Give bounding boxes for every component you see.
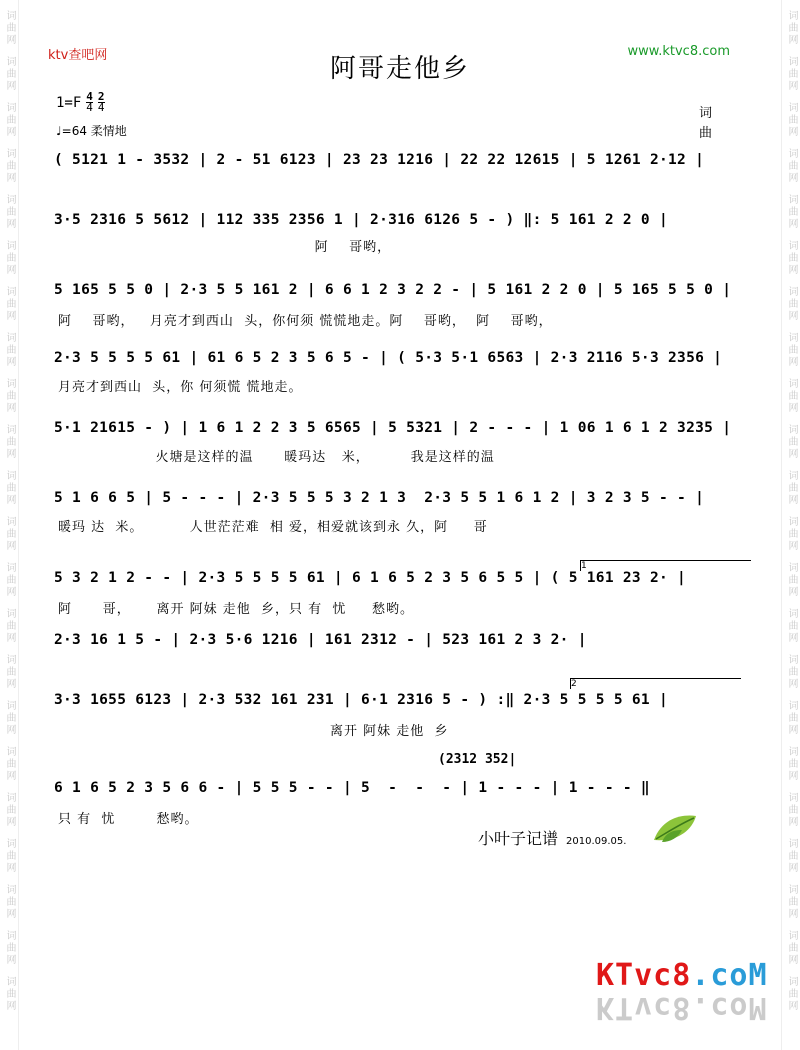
site-watermark-right: www.ktvc8.com <box>627 44 730 59</box>
lyrics-row-9: 离开 阿妹 走他 乡 <box>58 724 449 739</box>
credits <box>699 104 712 144</box>
site-logo: KTvc8.coM <box>596 958 768 993</box>
lyrics-row-6: 暖玛 达 米。 人世茫茫难 相 爱，相爱就该到永 久，阿 哥 <box>58 520 488 535</box>
notation-row-1: ( 5121 1 - 3532 | 2 - 51 6123 | 23 23 1216 | 22 22 12615 | 5 1261 2·12 | <box>54 152 705 168</box>
lyrics-row-5: 火塘是这样的温 暖玛达 米， 我是这样的温 <box>58 450 495 465</box>
time-signature-2: $\frac{2}{4}$ <box>97 90 105 114</box>
volta-2: 2 <box>570 678 741 689</box>
lyrics-row-10: 只 有 忧 愁哟。 <box>58 812 199 827</box>
notation-row-5: 5·1 21615 - ) | 1 6 1 2 2 3 5 6565 | 5 5321 | 2 - - - | 1 06 1 6 1 2 3235 | <box>54 420 732 436</box>
lyrics-row-7: 阿 哥， 离开 阿妹 走他 乡，只 有 忧 愁哟。 <box>58 602 415 617</box>
lyricist-label: 词 <box>698 106 712 121</box>
notation-row-4: 2·3 5 5 5 5 61 | 61 6 5 2 3 5 6 5 - | ( 5·3 5·1 6563 | 2·3 2116 5·3 2356 | <box>54 350 723 366</box>
notation-row-9: 3·3 1655 6123 | 2·3 532 161 231 | 6·1 2316 5 - ) :‖ 2·3 5 5 5 5 61 | <box>54 692 669 708</box>
notation-row-3: 5 165 5 5 0 | 2·3 5 5 161 2 | 6 6 1 2 3 2 2 - | 5 161 2 2 0 | 5 165 5 5 0 | <box>54 282 732 298</box>
notation-row-6: 5 1 6 6 5 | 5 - - - | 2·3 5 5 5 3 2 1 3 2·3 5 5 1 6 1 2 | 3 2 3 5 - - | <box>54 490 705 506</box>
leaf-icon <box>652 812 698 844</box>
notation-row-10: 6 1 6 5 2 3 5 6 6 - | 5 5 5 - - | 5 - - - | 1 - - - | 1 - - - ‖ <box>54 780 650 796</box>
tempo-marking: ♩=64 柔情地 <box>56 124 127 138</box>
notation-row-2: 3·5 2316 5 5612 | 112 335 2356 1 | 2·316 6126 5 - ) ‖: 5 161 2 2 0 | <box>54 212 669 228</box>
lyrics-row-3: 阿 哥哟， 月亮才到西山 头，你何须 慌慌地走。阿 哥哟， 阿 哥哟， <box>58 314 553 329</box>
key-signature <box>56 92 105 113</box>
side-watermark-right: 词曲网 词曲网 词曲网 词曲网 词曲网 词曲网 词曲网 词曲网 词曲网 词曲网 词曲网 词曲网 词曲网 词曲网 词曲网 词曲网 词曲网 词曲网 词曲网 词曲网 词曲网 词曲网 <box>781 0 800 1050</box>
notation-row-8: 2·3 16 1 5 - | 2·3 5·6 1216 | 161 2312 - | 523 161 2 3 2· | <box>54 632 587 648</box>
site-watermark-left: ktv查吧网 <box>48 48 108 63</box>
song-title: 阿哥走他乡 <box>329 54 470 84</box>
key-label: 1=F <box>56 94 82 111</box>
notation-row-7: 5 3 2 1 2 - - | 2·3 5 5 5 5 61 | 6 1 6 5 2 3 5 6 5 5 | ( 5 161 23 2· | <box>54 570 687 586</box>
site-logo-reflection: KTvc8.coM <box>596 990 768 1025</box>
volta-1: 1 <box>580 560 751 571</box>
side-watermark-left: 词曲网 词曲网 词曲网 词曲网 词曲网 词曲网 词曲网 词曲网 词曲网 词曲网 词曲网 词曲网 词曲网 词曲网 词曲网 词曲网 词曲网 词曲网 词曲网 词曲网 词曲网 词曲网 <box>0 0 19 1050</box>
lyrics-row-4: 月亮才到西山 头，你 何须慌 慌地走。 <box>58 380 303 395</box>
transcriber-signature: 小叶子记谱 2010.09.05. <box>478 829 627 848</box>
transcription-date: 2010.09.05. <box>566 836 627 847</box>
ossia-line: (2312 352| <box>438 752 517 767</box>
lyrics-row-2: 阿 哥哟， <box>58 240 392 255</box>
composer-label: 曲 <box>698 126 712 141</box>
time-signature-1: $\frac{4}{4}$ <box>86 90 93 114</box>
